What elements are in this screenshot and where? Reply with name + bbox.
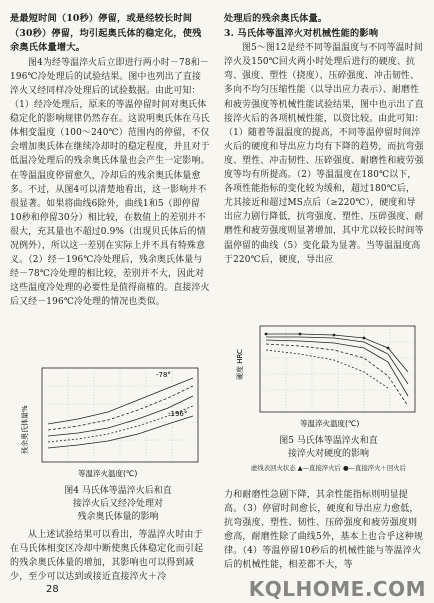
fig4-caption-line1: 图4 马氏体等温淬火后和直 <box>64 486 172 496</box>
fig5-legend: 虚线表回火状态 ▲—直接淬火后 ●—直接淬火＋回火后 <box>250 464 407 472</box>
figure-4-plot <box>18 364 208 482</box>
fig5-caption-line2: 接淬火对硬度的影响 <box>287 449 369 459</box>
figure-4-caption <box>18 485 218 524</box>
right-paragraph-2: 力和耐磨性急剧下降，其余性能指标则明显提高。（3）停留时间愈长，硬度和导出应力愈低，抗弯强度、塑性、韧性、压碎强度和疲劳强度则愈高，耐磨性除了曲线5外，基本上也合乎这种规律。（4）等温停留10秒后的机械性能与等温淬火后的机械性能，相差都不大，等 <box>224 490 424 570</box>
left-paragraph-2: 从上述试验结果可以看出，等温淬火时由于在马氏体相变区冷却中断使奥氏体稳定化而引起的残余奥氏体量的增加，其影响也可以得到减少，至少可以达到或接近直接淬火＋冷 <box>10 530 204 582</box>
fig5-caption-line1: 图5 马氏体等温淬火和直 <box>279 436 378 446</box>
watermark-logo: KQLHOME.COM <box>248 577 426 601</box>
fig4-curve-b <box>48 386 193 430</box>
right-intro-paragraph: 处理后的残余奥氏体量。 <box>224 13 328 24</box>
section-title: 3. 马氏体等温淬火对机械性能的影响 <box>224 27 379 39</box>
figure-5-plot <box>230 322 425 432</box>
left-column-bottom <box>10 528 210 584</box>
figure-4 <box>18 364 208 482</box>
fig4-label-196: -196° <box>168 410 188 418</box>
left-paragraph-1: 图4为经等温淬火后立即进行两小时－78和－196℃冷处理后的试验结果。图中也列出了直接淬火又经同样冷处理后的试验数据。由此可知：（1）经冷处理后，原来的等温停留时间对奥氏体稳定化的影响规律仍然存在。这说明奥氏体在马氏体相变温度（100～240℃）范围内的停留，不仅会增加奥氏体在继续冷却时的稳定程度，并且对于低温冷处理后的残余奥氏体量也会产生一定影响。在等温温度停留愈久，冷却后的残余奥氏体量愈多。不过，从图4可以清楚地看出，这一影响并不很显著。如果将曲线6除外，曲线1和5（即停留10秒和停留30分）相比较，在数值上的差别并不很大，充其量也不超过0.9%（出现贝氏体后的情况例外），所以这一差别在实际上并不具有特殊意义。（2）经－196℃冷处理后，残余奥氏体量与经－78℃冷处理的相比较，差别并不大，因此对这些温度冷处理的必要性是值得商榷的。直接淬火后又经－196℃冷处理的情况也类似。 <box>10 57 210 308</box>
page-number: 28 <box>46 584 59 595</box>
fig4-caption-line3: 残余奥氏体量的影响 <box>77 512 159 522</box>
right-paragraph-1: 图5～图12是经不同等温温度与不同等温时间淬火及150℃回火两小时处理后进行的硬度、抗弯、强度、塑性（挠度）、压碎强度、冲击韧性、多向不均匀压缩性能（以导出应力表示）、耐磨性和疲劳强度等机械性能试验结果，图中也示出了直接淬火后的各项机械性能，以资比较。由此可知：（1）随着等温温度的提高，不同等温停留时间淬火后的硬度和导出应力均有下降的趋势，而抗弯强度、塑性、冲击韧性、压碎强度、耐磨性和疲劳强度等均有所提高。（2）等温温度在180℃以下，各项性能指标的变化较为缓和，超过180℃后，尤其接近和超过MS点后（≥220℃），硬度和导出应力剧行降低，抗弯强度、塑性、压碎强度、耐磨性和疲劳强度则显著增加，其中尤以较长时间等温停留的曲线（5）变化最为显著。当等温温度高于220℃后，硬度，导出应 <box>224 43 424 265</box>
fig4-x-label: 等温淬火温度(℃) <box>78 469 138 478</box>
fig5-curve-2 <box>266 337 408 384</box>
right-column <box>224 12 424 267</box>
fig5-curve-5 <box>266 350 388 388</box>
fig4-label-78: -78° <box>156 371 171 379</box>
figure-5 <box>230 322 425 432</box>
right-column-bottom <box>224 488 424 572</box>
figure-5-caption <box>226 435 431 474</box>
fig4-curve-e <box>48 416 193 448</box>
fig5-y-label: 硬度 HRC <box>236 349 244 380</box>
fig5-x-label: 等温淬火温度(℃) <box>300 419 360 428</box>
left-intro-paragraph: 是最短时间（10秒）停留，或是经较长时间（30秒）停留，均引起奥氏体的稳定化，使残余奥氏体量增大。 <box>10 13 202 54</box>
fig4-y-label: 残余奥氏体量% <box>21 405 29 454</box>
fig4-caption-line2: 接淬火后又经冷处理对 <box>72 499 163 509</box>
left-column <box>10 12 210 309</box>
